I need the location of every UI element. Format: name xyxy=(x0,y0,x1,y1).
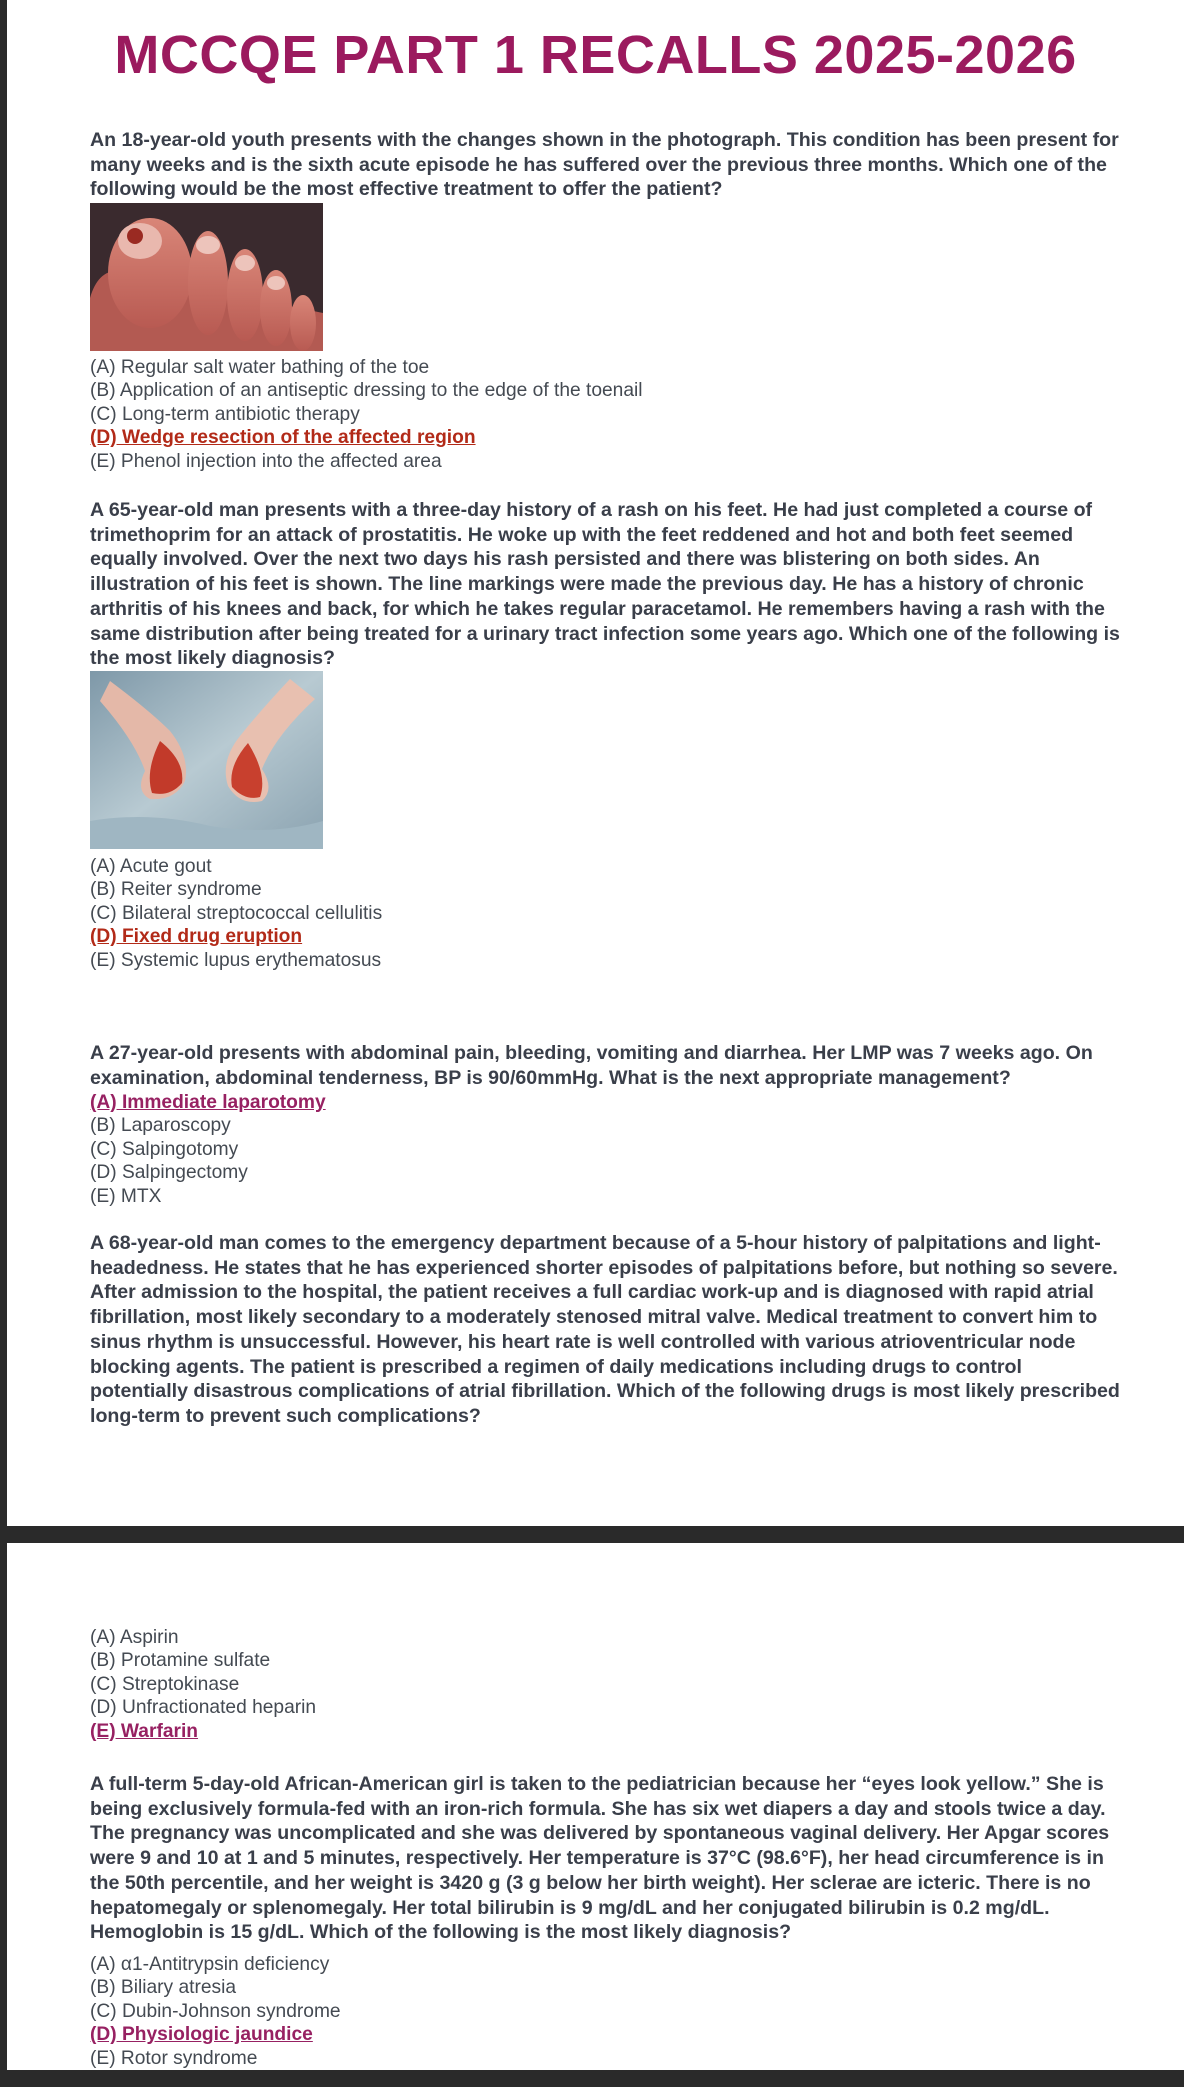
question-2-options xyxy=(90,855,382,972)
option-d: (D) Unfractionated heparin xyxy=(90,1697,317,1719)
option-e: (E) Phenol injection into the affected area xyxy=(90,450,442,472)
option-d-correct-answer: (D) Physiologic jaundice xyxy=(90,2024,313,2046)
option-c: (C) Long-term antibiotic therapy xyxy=(90,403,360,425)
ingrown-toenail-photo xyxy=(90,203,323,351)
option-a: (A) Acute gout xyxy=(90,856,212,877)
option-d: (D) Salpingectomy xyxy=(90,1162,248,1184)
document-title: MCCQE PART 1 RECALLS 2025-2026 xyxy=(114,25,1077,85)
option-a: (A) Aspirin xyxy=(90,1627,179,1648)
option-d-correct-answer: (D) Fixed drug eruption xyxy=(90,926,303,948)
option-c: (C) Dubin-Johnson syndrome xyxy=(90,2000,341,2022)
question-3-options xyxy=(90,1091,326,1208)
question-5-options xyxy=(90,1953,341,2070)
question-1-stem: An 18-year-old youth presents with the changes shown in the photograph. This condition has been present for many weeks and is the sixth acute episode he has suffered over the previous three months. Which one of the following would be the most effective treatment to offer the patient? xyxy=(90,129,1119,201)
question-5-stem: A full-term 5-day-old African-American girl is taken to the pediatrician because her “eyes look yellow.” She is being exclusively formula-fed with an iron-rich formula. She has six wet diapers a day and stools twice a day. The pregnancy was uncomplicated and she was delivered by spontaneous vaginal delivery. Her Apgar scores were 9 and 10 at 1 and 5 minutes, respectively. Her temperature is 37°C (98.6°F), her head circumference is in the 50th percentile, and her weight is 3420 g (3 g below her birth weight). Her sclerae are icteric. There is no hepatomegaly or splenomegaly. Her total bilirubin is 9 mg/dL and her conjugated bilirubin is 0.2 mg/dL. Hemoglobin is 15 g/dL. Which of the following is the most likely diagnosis? xyxy=(90,1773,1110,1944)
question-4-options xyxy=(90,1626,316,1743)
option-e: (E) MTX xyxy=(90,1185,162,1207)
option-c: (C) Streptokinase xyxy=(90,1673,240,1695)
option-a: (A) α1-Antitrypsin deficiency xyxy=(90,1954,330,1975)
option-c: (C) Salpingotomy xyxy=(90,1138,239,1160)
document-page-2 xyxy=(7,1543,1184,2070)
question-3-stem: A 27-year-old presents with abdominal pain, bleeding, vomiting and diarrhea. Her LMP was 7 weeks ago. On examination, abdominal tenderness, BP is 90/60mmHg. What is the next appropriate management? xyxy=(90,1042,1093,1089)
option-d-correct-answer: (D) Wedge resection of the affected region xyxy=(90,427,476,449)
option-b: (B) Protamine sulfate xyxy=(90,1650,271,1672)
question-4-stem: A 68-year-old man comes to the emergency department because of a 5-hour history of palpitations and light-headedness. He states that he has experienced shorter episodes of palpitations before, but nothing so severe. After admission to the hospital, the patient receives a full cardiac work-up and is diagnosed with rapid atrial fibrillation, most likely secondary to a moderately stenosed mitral valve. Medical treatment to convert him to sinus rhythm is unsuccessful. However, his heart rate is well controlled with various atrioventricular node blocking agents. The patient is prescribed a regimen of daily medications including drugs to control potentially disastrous complications of atrial fibrillation. Which of the following drugs is most likely prescribed long-term to prevent such complications? xyxy=(90,1232,1120,1427)
option-b: (B) Biliary atresia xyxy=(90,1977,237,1999)
question-1-options xyxy=(90,356,643,473)
document-page-1 xyxy=(7,0,1184,1526)
feet-rash-photo xyxy=(90,671,323,849)
option-a: (A) Regular salt water bathing of the toe xyxy=(90,357,430,378)
option-b: (B) Reiter syndrome xyxy=(90,879,262,901)
option-e: (E) Systemic lupus erythematosus xyxy=(90,949,382,971)
option-b: (B) Laparoscopy xyxy=(90,1115,231,1137)
option-a-correct-answer: (A) Immediate laparotomy xyxy=(90,1092,326,1113)
option-b: (B) Application of an antiseptic dressing to the edge of the toenail xyxy=(90,380,643,402)
option-e: (E) Rotor syndrome xyxy=(90,2047,258,2069)
option-c: (C) Bilateral streptococcal cellulitis xyxy=(90,902,383,924)
option-e-correct-answer: (E) Warfarin xyxy=(90,1720,199,1742)
question-2-stem: A 65-year-old man presents with a three-day history of a rash on his feet. He had just completed a course of trimethoprim for an attack of prostatitis. He woke up with the feet reddened and hot and both feet seemed equally involved. Over the next two days his rash persisted and there was blistering on both sides. An illustration of his feet is shown. The line markings were made the previous day. He has a history of chronic arthritis of his knees and back, for which he takes regular paracetamol. He remembers having a rash with the same distribution after being treated for a urinary tract infection some years ago. Which one of the following is the most likely diagnosis? xyxy=(90,499,1120,670)
